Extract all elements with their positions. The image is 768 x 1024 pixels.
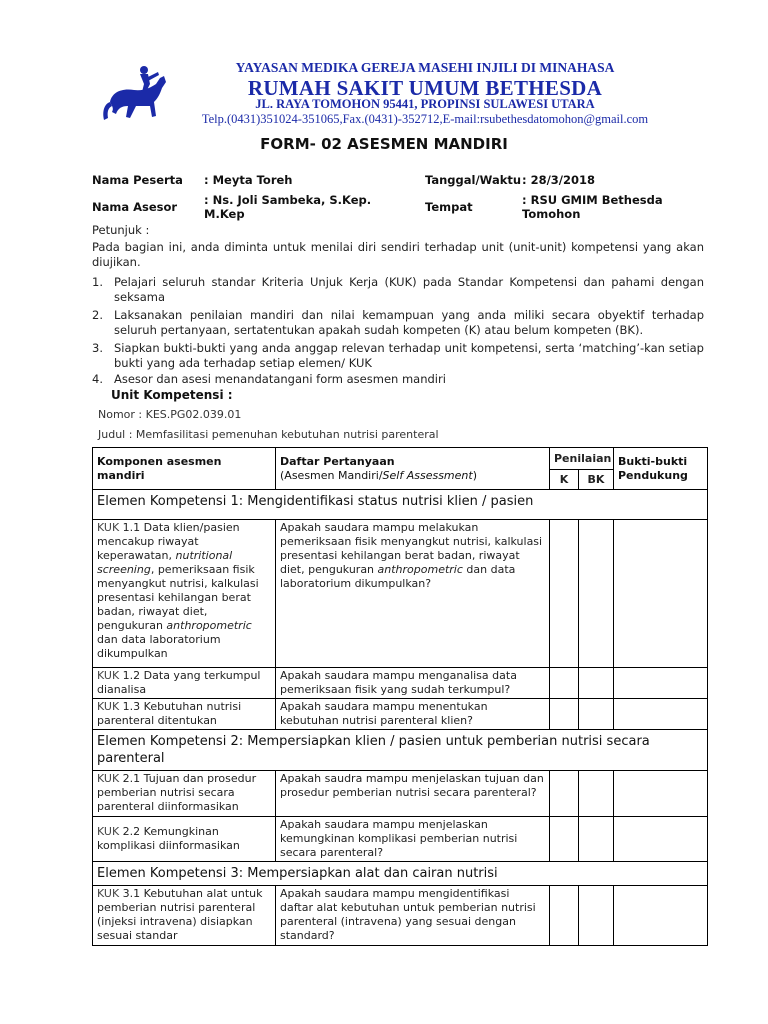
asesor-value-1: : Ns. Joli Sambeka, S.Kep. bbox=[204, 193, 372, 207]
elemen-prefix: Elemen Kompetensi 3: bbox=[97, 866, 248, 881]
table-row bbox=[93, 699, 708, 730]
bk-checkbox[interactable] bbox=[579, 699, 614, 730]
bk-checkbox[interactable] bbox=[579, 817, 614, 862]
petunjuk-label: Petunjuk : bbox=[92, 223, 150, 237]
kuk-3-1 bbox=[93, 886, 276, 946]
header-daftar-sub-text: (Asesmen Mandiri/ bbox=[280, 468, 383, 482]
header-daftar-sub-italic: Self Assessment bbox=[382, 468, 473, 482]
instruction-text: Pelajari seluruh standar Kriteria Unjuk Kerja (KUK) pada Standar Kompetensi dan pahami dengan seksama bbox=[114, 275, 704, 304]
hospital-contact: Telp.(0431)351024-351065,Fax.(0431)-352712,E-mail:rsubethesdatomohon@gmail.com bbox=[201, 112, 649, 126]
kuk-text: , pemeriksaan fisik menyangkut nutrisi, kalkulasi presentasi kehilangan berat badan, riwayat diet, pengukuran bbox=[97, 563, 259, 632]
form-title: FORM- 02 ASESMEN MANDIRI bbox=[260, 135, 508, 153]
table-row bbox=[93, 520, 708, 668]
bukti-cell[interactable] bbox=[614, 699, 708, 730]
kuk-code: KUK bbox=[97, 700, 120, 713]
tempat-value-1: : RSU GMIM Bethesda bbox=[522, 193, 663, 207]
question-1-3: Apakah saudara mampu menentukan kebutuhan nutrisi parenteral klien? bbox=[276, 699, 550, 730]
header-daftar-sub bbox=[280, 469, 477, 482]
kuk-italic: anthropometric bbox=[166, 619, 252, 632]
instruction-item-2 bbox=[92, 308, 704, 338]
tempat-value-2: Tomohon bbox=[522, 207, 581, 221]
elemen-title: Mengidentifikasi status nutrisi klien / pasien bbox=[247, 494, 534, 509]
foundation-name: YAYASAN MEDIKA GEREJA MASEHI INJILI DI MINAHASA bbox=[235, 60, 615, 75]
bukti-cell[interactable] bbox=[614, 668, 708, 699]
kuk-code: KUK bbox=[97, 825, 120, 838]
elemen-title: Mempersiapkan klien / pasien untuk pemberian nutrisi secara parenteral bbox=[97, 734, 650, 766]
k-checkbox[interactable] bbox=[550, 520, 579, 668]
instruction-text: Laksanakan penilaian mandiri dan nilai kemampuan yang anda miliki secara obyektif terhadap seluruh pertanyaan, sertatentukan apakah sudah kompeten (K) atau belum kompeten (BK). bbox=[114, 308, 704, 337]
instruction-item-1 bbox=[92, 275, 704, 305]
peserta-label: Nama Peserta bbox=[92, 173, 183, 187]
assessment-table bbox=[92, 447, 708, 946]
kuk-1-1 bbox=[93, 520, 276, 668]
header-daftar-title: Daftar Pertanyaan bbox=[280, 454, 395, 468]
elemen-row-2 bbox=[93, 730, 708, 771]
question-italic: anthropometric bbox=[377, 563, 463, 576]
bukti-cell[interactable] bbox=[614, 771, 708, 817]
asesor-label: Nama Asesor bbox=[92, 200, 178, 214]
hospital-name: RUMAH SAKIT UMUM BETHESDA bbox=[247, 76, 603, 100]
k-checkbox[interactable] bbox=[550, 668, 579, 699]
tempat-label: Tempat bbox=[425, 200, 473, 214]
elemen-prefix: Elemen Kompetensi 1: bbox=[97, 494, 248, 509]
unit-nomor: Nomor : KES.PG02.039.01 bbox=[98, 408, 242, 421]
k-checkbox[interactable] bbox=[550, 699, 579, 730]
header-penilaian: Penilaian bbox=[550, 448, 614, 470]
header-bukti: Bukti-bukti Pendukung bbox=[614, 448, 708, 490]
question-2-1: Apakah saudra mampu menjelaskan tujuan dan prosedur pemberian nutrisi secara parenteral? bbox=[276, 771, 550, 817]
bukti-cell[interactable] bbox=[614, 886, 708, 946]
instruction-item-4 bbox=[92, 372, 704, 387]
kuk-text: 1.2 Data yang terkumpul dianalisa bbox=[97, 669, 261, 696]
question-3-1: Apakah saudara mampu mengidentifikasi daftar alat kebutuhan untuk pemberian nutrisi parenteral (intravena) yang sesuai dengan standard? bbox=[276, 886, 550, 946]
kuk-1-2 bbox=[93, 668, 276, 699]
kuk-code: KUK bbox=[97, 772, 120, 785]
header-daftar-sub-close: ) bbox=[472, 468, 477, 482]
question-text: Apakah saudara mampu melakukan pemeriksaan fisik menyangkut nutrisi, kalkulasi presentasi kehilangan berat badan, riwayat diet, pengukuran bbox=[280, 521, 543, 576]
kuk-text: 1.1 Data klien/pasien mencakup riwayat keperawatan, bbox=[97, 521, 240, 562]
header-komponen: Komponen asesmen mandiri bbox=[93, 448, 276, 490]
elemen-title: Mempersiapkan alat dan cairan nutrisi bbox=[247, 866, 498, 881]
kuk-italic: nutritional screening bbox=[97, 549, 233, 576]
kuk-2-2 bbox=[93, 817, 276, 862]
instruction-number: 1. bbox=[92, 275, 103, 289]
hospital-address: JL. RAYA TOMOHON 95441, PROPINSI SULAWESI UTARA bbox=[255, 97, 595, 111]
instruction-number: 4. bbox=[92, 372, 103, 386]
table-row bbox=[93, 817, 708, 862]
elemen-2 bbox=[93, 730, 708, 771]
question-1-2: Apakah saudara mampu menganalisa data pemeriksaan fisik yang sudah terkumpul? bbox=[276, 668, 550, 699]
instruction-text: Asesor dan asesi menandatangani form asesmen mandiri bbox=[114, 372, 446, 386]
bukti-cell[interactable] bbox=[614, 520, 708, 668]
k-checkbox[interactable] bbox=[550, 886, 579, 946]
bk-checkbox[interactable] bbox=[579, 771, 614, 817]
kuk-text: 2.2 Kemungkinan komplikasi diinformasikan bbox=[97, 825, 240, 852]
header-bk: BK bbox=[579, 470, 614, 490]
elemen-row-3 bbox=[93, 862, 708, 886]
unit-kompetensi-label: Unit Kompetensi : bbox=[111, 388, 233, 402]
instruction-number: 3. bbox=[92, 341, 103, 355]
question-1-1 bbox=[276, 520, 550, 668]
peserta-value: : Meyta Toreh bbox=[204, 173, 293, 187]
elemen-row-1 bbox=[93, 490, 708, 520]
kuk-2-1 bbox=[93, 771, 276, 817]
horse-rider-logo-icon bbox=[100, 62, 180, 132]
kuk-text: dan data laboratorium dikumpulkan bbox=[97, 633, 221, 660]
kuk-1-3 bbox=[93, 699, 276, 730]
k-checkbox[interactable] bbox=[550, 817, 579, 862]
kuk-code: KUK bbox=[97, 887, 120, 900]
elemen-prefix: Elemen Kompetensi 2: bbox=[97, 734, 248, 749]
kuk-text: 3.1 Kebutuhan alat untuk pemberian nutrisi parenteral (injeksi intravena) disiapkan sesuai standar bbox=[97, 887, 263, 942]
table-row bbox=[93, 771, 708, 817]
petunjuk-intro: Pada bagian ini, anda diminta untuk menilai diri sendiri terhadap unit (unit-unit) kompetensi yang akan diujikan. bbox=[92, 240, 704, 269]
k-checkbox[interactable] bbox=[550, 771, 579, 817]
table-row bbox=[93, 886, 708, 946]
instruction-item-3 bbox=[92, 341, 704, 371]
instruction-text: Siapkan bukti-bukti yang anda anggap relevan terhadap unit kompetensi, serta ‘matching’-kan setiap bukti yang ada terhadap setiap elemen/ KUK bbox=[114, 341, 704, 370]
bukti-cell[interactable] bbox=[614, 817, 708, 862]
tanggal-label: Tanggal/Waktu bbox=[425, 173, 522, 187]
table-header-row bbox=[93, 448, 708, 470]
instruction-number: 2. bbox=[92, 308, 103, 322]
question-2-2: Apakah saudara mampu menjelaskan kemungkinan komplikasi pemberian nutrisi secara parenteral? bbox=[276, 817, 550, 862]
bk-checkbox[interactable] bbox=[579, 520, 614, 668]
table-row bbox=[93, 668, 708, 699]
kuk-code: KUK bbox=[97, 521, 120, 534]
bk-checkbox[interactable] bbox=[579, 668, 614, 699]
kuk-code: KUK bbox=[97, 669, 120, 682]
elemen-3 bbox=[93, 862, 708, 886]
unit-judul: Judul : Memfasilitasi pemenuhan kebutuhan nutrisi parenteral bbox=[98, 428, 439, 441]
header-daftar bbox=[276, 448, 550, 490]
header-k: K bbox=[550, 470, 579, 490]
asesor-value-2: M.Kep bbox=[204, 207, 245, 221]
tanggal-value: : 28/3/2018 bbox=[522, 173, 596, 187]
elemen-1 bbox=[93, 490, 708, 520]
kuk-text: 2.1 Tujuan dan prosedur pemberian nutrisi secara parenteral diinformasikan bbox=[97, 772, 257, 813]
question-text: dan data laboratorium dikumpulkan? bbox=[280, 563, 516, 590]
kuk-text: 1.3 Kebutuhan nutrisi parenteral ditentukan bbox=[97, 700, 242, 727]
bk-checkbox[interactable] bbox=[579, 886, 614, 946]
